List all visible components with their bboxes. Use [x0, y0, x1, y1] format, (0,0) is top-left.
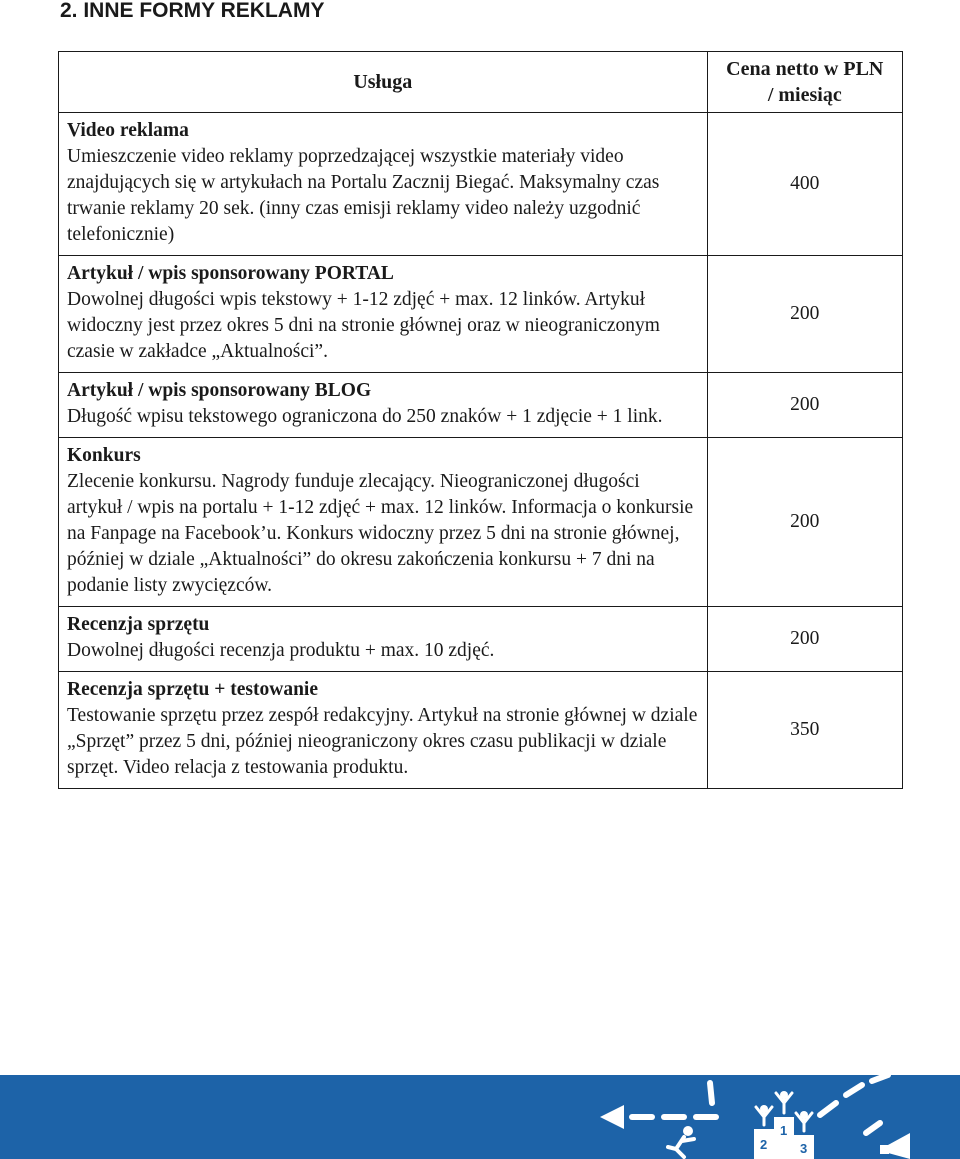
price-cell: 350 — [707, 672, 902, 789]
service-cell — [59, 373, 708, 438]
service-title: Artykuł / wpis sponsorowany BLOG — [67, 380, 372, 401]
section-heading: 2. INNE FORMY REKLAMY — [60, 0, 325, 22]
table-row — [59, 256, 903, 373]
service-description: Testowanie sprzętu przez zespół redakcyjny. Artykuł na stronie głównej w dziale „Sprzęt” przez 5 dni, później nieograniczony okres czasu publikacji w dziale sprzęt. Video relacja z testowania produktu. — [67, 705, 698, 778]
column-header-service: Usługa — [59, 52, 708, 113]
table-row — [59, 438, 903, 607]
podium-place-2: 2 — [760, 1137, 768, 1152]
service-description: Umieszczenie video reklamy poprzedzającej wszystkie materiały video znajdujących się w artykułach na Portalu Zacznij Biegać. Maksymalny czas trwanie reklamy 20 sek. (inny czas emisji reklamy video należy uzgodnić telefonicznie) — [67, 146, 660, 245]
megaphone-icon — [880, 1133, 910, 1159]
service-description: Zlecenie konkursu. Nagrody funduje zlecający. Nieograniczonej długości artykuł / wpis na portalu + 1-12 zdjęć + max. 12 linków. Informacja o konkursie na Fanpage na Facebook’u. Konkurs widoczny przez 5 dni na stronie głównej, później w dziale „Aktualności” do okresu zakończenia konkursu + 7 dni na podanie listy zwycięzców. — [67, 471, 694, 596]
price-cell: 200 — [707, 607, 902, 672]
footer-illustration — [0, 1075, 960, 1159]
column-header-price: Cena netto w PLN / miesiąc — [707, 52, 902, 113]
table-row — [59, 672, 903, 789]
table-row — [59, 607, 903, 672]
service-cell — [59, 438, 708, 607]
service-description: Dowolnej długości recenzja produktu + max. 10 zdjęć. — [67, 640, 495, 661]
table-row — [59, 113, 903, 256]
service-title: Recenzja sprzętu — [67, 614, 210, 635]
service-cell — [59, 113, 708, 256]
table-header-row — [59, 52, 903, 113]
price-cell: 400 — [707, 113, 902, 256]
service-title: Artykuł / wpis sponsorowany PORTAL — [67, 263, 394, 284]
service-cell — [59, 607, 708, 672]
service-description: Dowolnej długości wpis tekstowy + 1-12 zdjęć + max. 12 linków. Artykuł widoczny jest przez okres 5 dni na stronie głównej oraz w nieograniczonym czasie w zakładce „Aktualności”. — [67, 289, 660, 362]
price-cell: 200 — [707, 438, 902, 607]
runner-icon — [668, 1126, 694, 1157]
service-cell — [59, 256, 708, 373]
footer-band — [0, 1075, 960, 1159]
table-row — [59, 373, 903, 438]
service-title: Video reklama — [67, 120, 189, 141]
podium-icon — [754, 1091, 814, 1159]
price-cell: 200 — [707, 256, 902, 373]
podium-place-1: 1 — [780, 1123, 788, 1138]
price-table — [58, 51, 903, 789]
running-track-arrow-icon — [600, 1075, 888, 1133]
podium-place-3: 3 — [800, 1141, 808, 1156]
service-title: Recenzja sprzętu + testowanie — [67, 679, 318, 700]
service-description: Długość wpisu tekstowego ograniczona do 250 znaków + 1 zdjęcie + 1 link. — [67, 406, 663, 427]
service-cell — [59, 672, 708, 789]
price-cell: 200 — [707, 373, 902, 438]
service-title: Konkurs — [67, 445, 141, 466]
